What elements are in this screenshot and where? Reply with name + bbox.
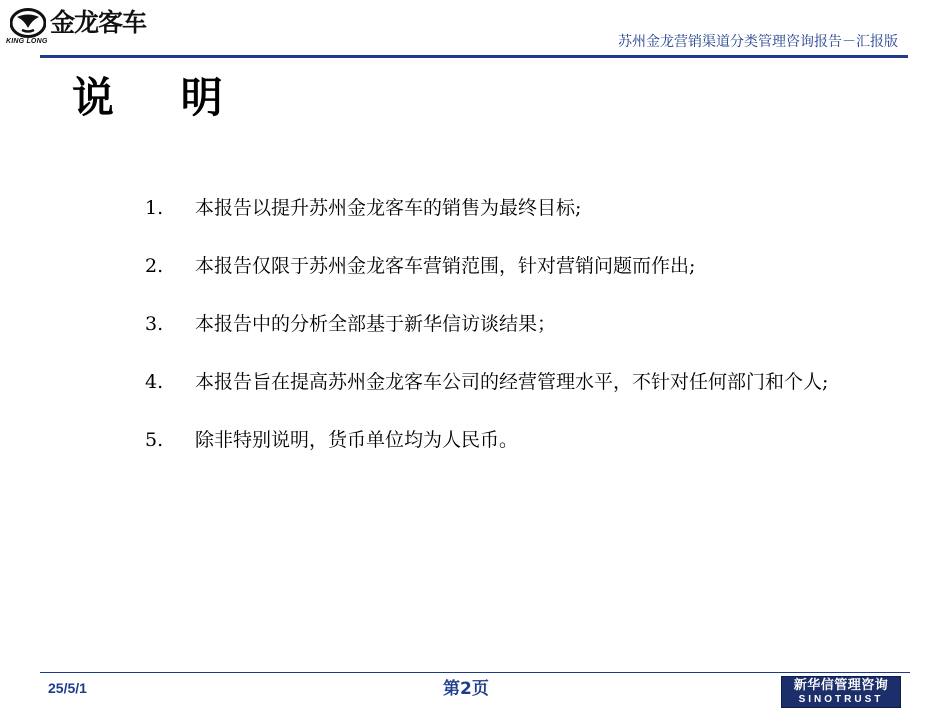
- note-text: 本报告以提升苏州金龙客车的销售为最终目标;: [195, 197, 582, 219]
- brand-name-en: KING LONG: [6, 38, 48, 45]
- notes-list: [145, 195, 865, 454]
- footer-divider: [40, 672, 910, 673]
- note-number: 3.: [145, 313, 164, 335]
- page-number: 第2页: [443, 679, 489, 699]
- brand-name-cn: 金龙客车: [50, 8, 147, 37]
- note-text: 本报告中的分析全部基于新华信访谈结果；: [195, 313, 557, 335]
- note-number: 2.: [145, 255, 164, 277]
- king-long-logo: [4, 6, 146, 48]
- note-item: [145, 311, 865, 338]
- note-item: [145, 427, 865, 454]
- note-number: 5.: [145, 429, 164, 451]
- note-number: 4.: [145, 371, 164, 393]
- note-text: 本报告旨在提高苏州金龙客车公司的经营管理水平，不针对任何部门和个人;: [195, 371, 829, 393]
- page-title: 说 明: [72, 73, 249, 122]
- note-item: [145, 195, 865, 222]
- company-name-cn: 新华信管理咨询: [793, 678, 889, 693]
- note-item: [145, 253, 865, 280]
- report-title: 苏州金龙营销渠道分类管理咨询报告－汇报版: [618, 34, 898, 50]
- note-item: [145, 369, 865, 396]
- note-text: 除非特别说明，货币单位均为人民币。: [195, 429, 519, 451]
- company-name-en: SINOTRUST: [798, 694, 884, 705]
- sinotrust-logo: [781, 676, 901, 708]
- king-long-emblem-icon: [10, 8, 46, 38]
- footer-date: 25/5/1: [48, 680, 87, 696]
- header-divider: [40, 55, 908, 58]
- note-number: 1.: [145, 197, 164, 219]
- note-text: 本报告仅限于苏州金龙客车营销范围，针对营销问题而作出;: [195, 255, 696, 277]
